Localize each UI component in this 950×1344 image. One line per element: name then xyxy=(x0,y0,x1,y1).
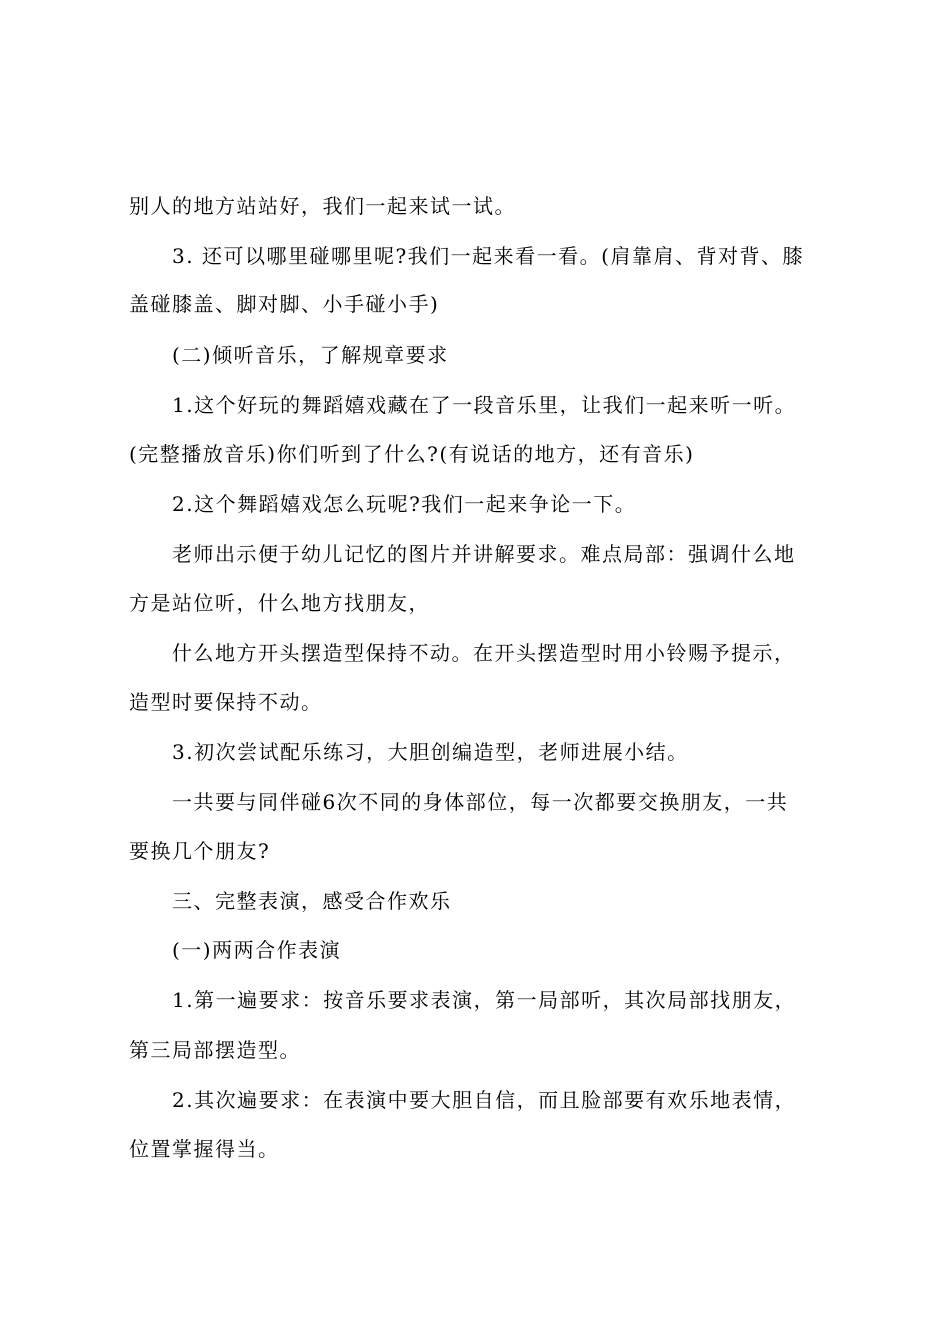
section-heading: (一)两两合作表演 xyxy=(172,938,342,962)
paragraph-line: 什么地方开头摆造型保持不动。在开头摆造型时用小铃赐予提示， xyxy=(172,641,796,665)
paragraph-line: 2.这个舞蹈嬉戏怎么玩呢?我们一起来争论一下。 xyxy=(172,492,637,516)
section-heading: (二)倾听音乐，了解规章要求 xyxy=(172,343,449,367)
paragraph-line: 1.这个好玩的舞蹈嬉戏藏在了一段音乐里，让我们一起来听一听。 xyxy=(172,393,797,417)
paragraph-line: 方是站位听，什么地方找朋友， xyxy=(129,591,430,615)
paragraph-line: 位置掌握得当。 xyxy=(129,1137,280,1161)
section-heading: 三、完整表演，感受合作欢乐 xyxy=(172,889,452,913)
paragraph-line: 盖碰膝盖、脚对脚、小手碰小手) xyxy=(129,292,440,316)
paragraph-line: 老师出示便于幼儿记忆的图片并讲解要求。难点局部：强调什么地 xyxy=(172,542,796,566)
paragraph-line: 1.第一遍要求：按音乐要求表演，第一局部听，其次局部找朋友， xyxy=(172,988,797,1012)
paragraph-line: 3. 还可以哪里碰哪里呢?我们一起来看一看。(肩靠肩、背对背、膝 xyxy=(172,244,804,268)
paragraph-line: 2.其次遍要求：在表演中要大胆自信，而且脸部要有欢乐地表情， xyxy=(172,1088,797,1112)
paragraph-line: 别人的地方站站好，我们一起来试一试。 xyxy=(129,194,516,218)
paragraph-line: (完整播放音乐)你们听到了什么?(有说话的地方，还有音乐) xyxy=(129,442,695,466)
paragraph-line: 造型时要保持不动。 xyxy=(129,690,323,714)
paragraph-line: 第三局部摆造型。 xyxy=(129,1038,301,1062)
paragraph-line: 3.初次尝试配乐练习，大胆创编造型，老师进展小结。 xyxy=(172,740,689,764)
paragraph-line: 一共要与同伴碰6次不同的身体部位，每一次都要交换朋友，一共 xyxy=(172,790,789,814)
paragraph-line: 要换几个朋友? xyxy=(129,839,271,863)
